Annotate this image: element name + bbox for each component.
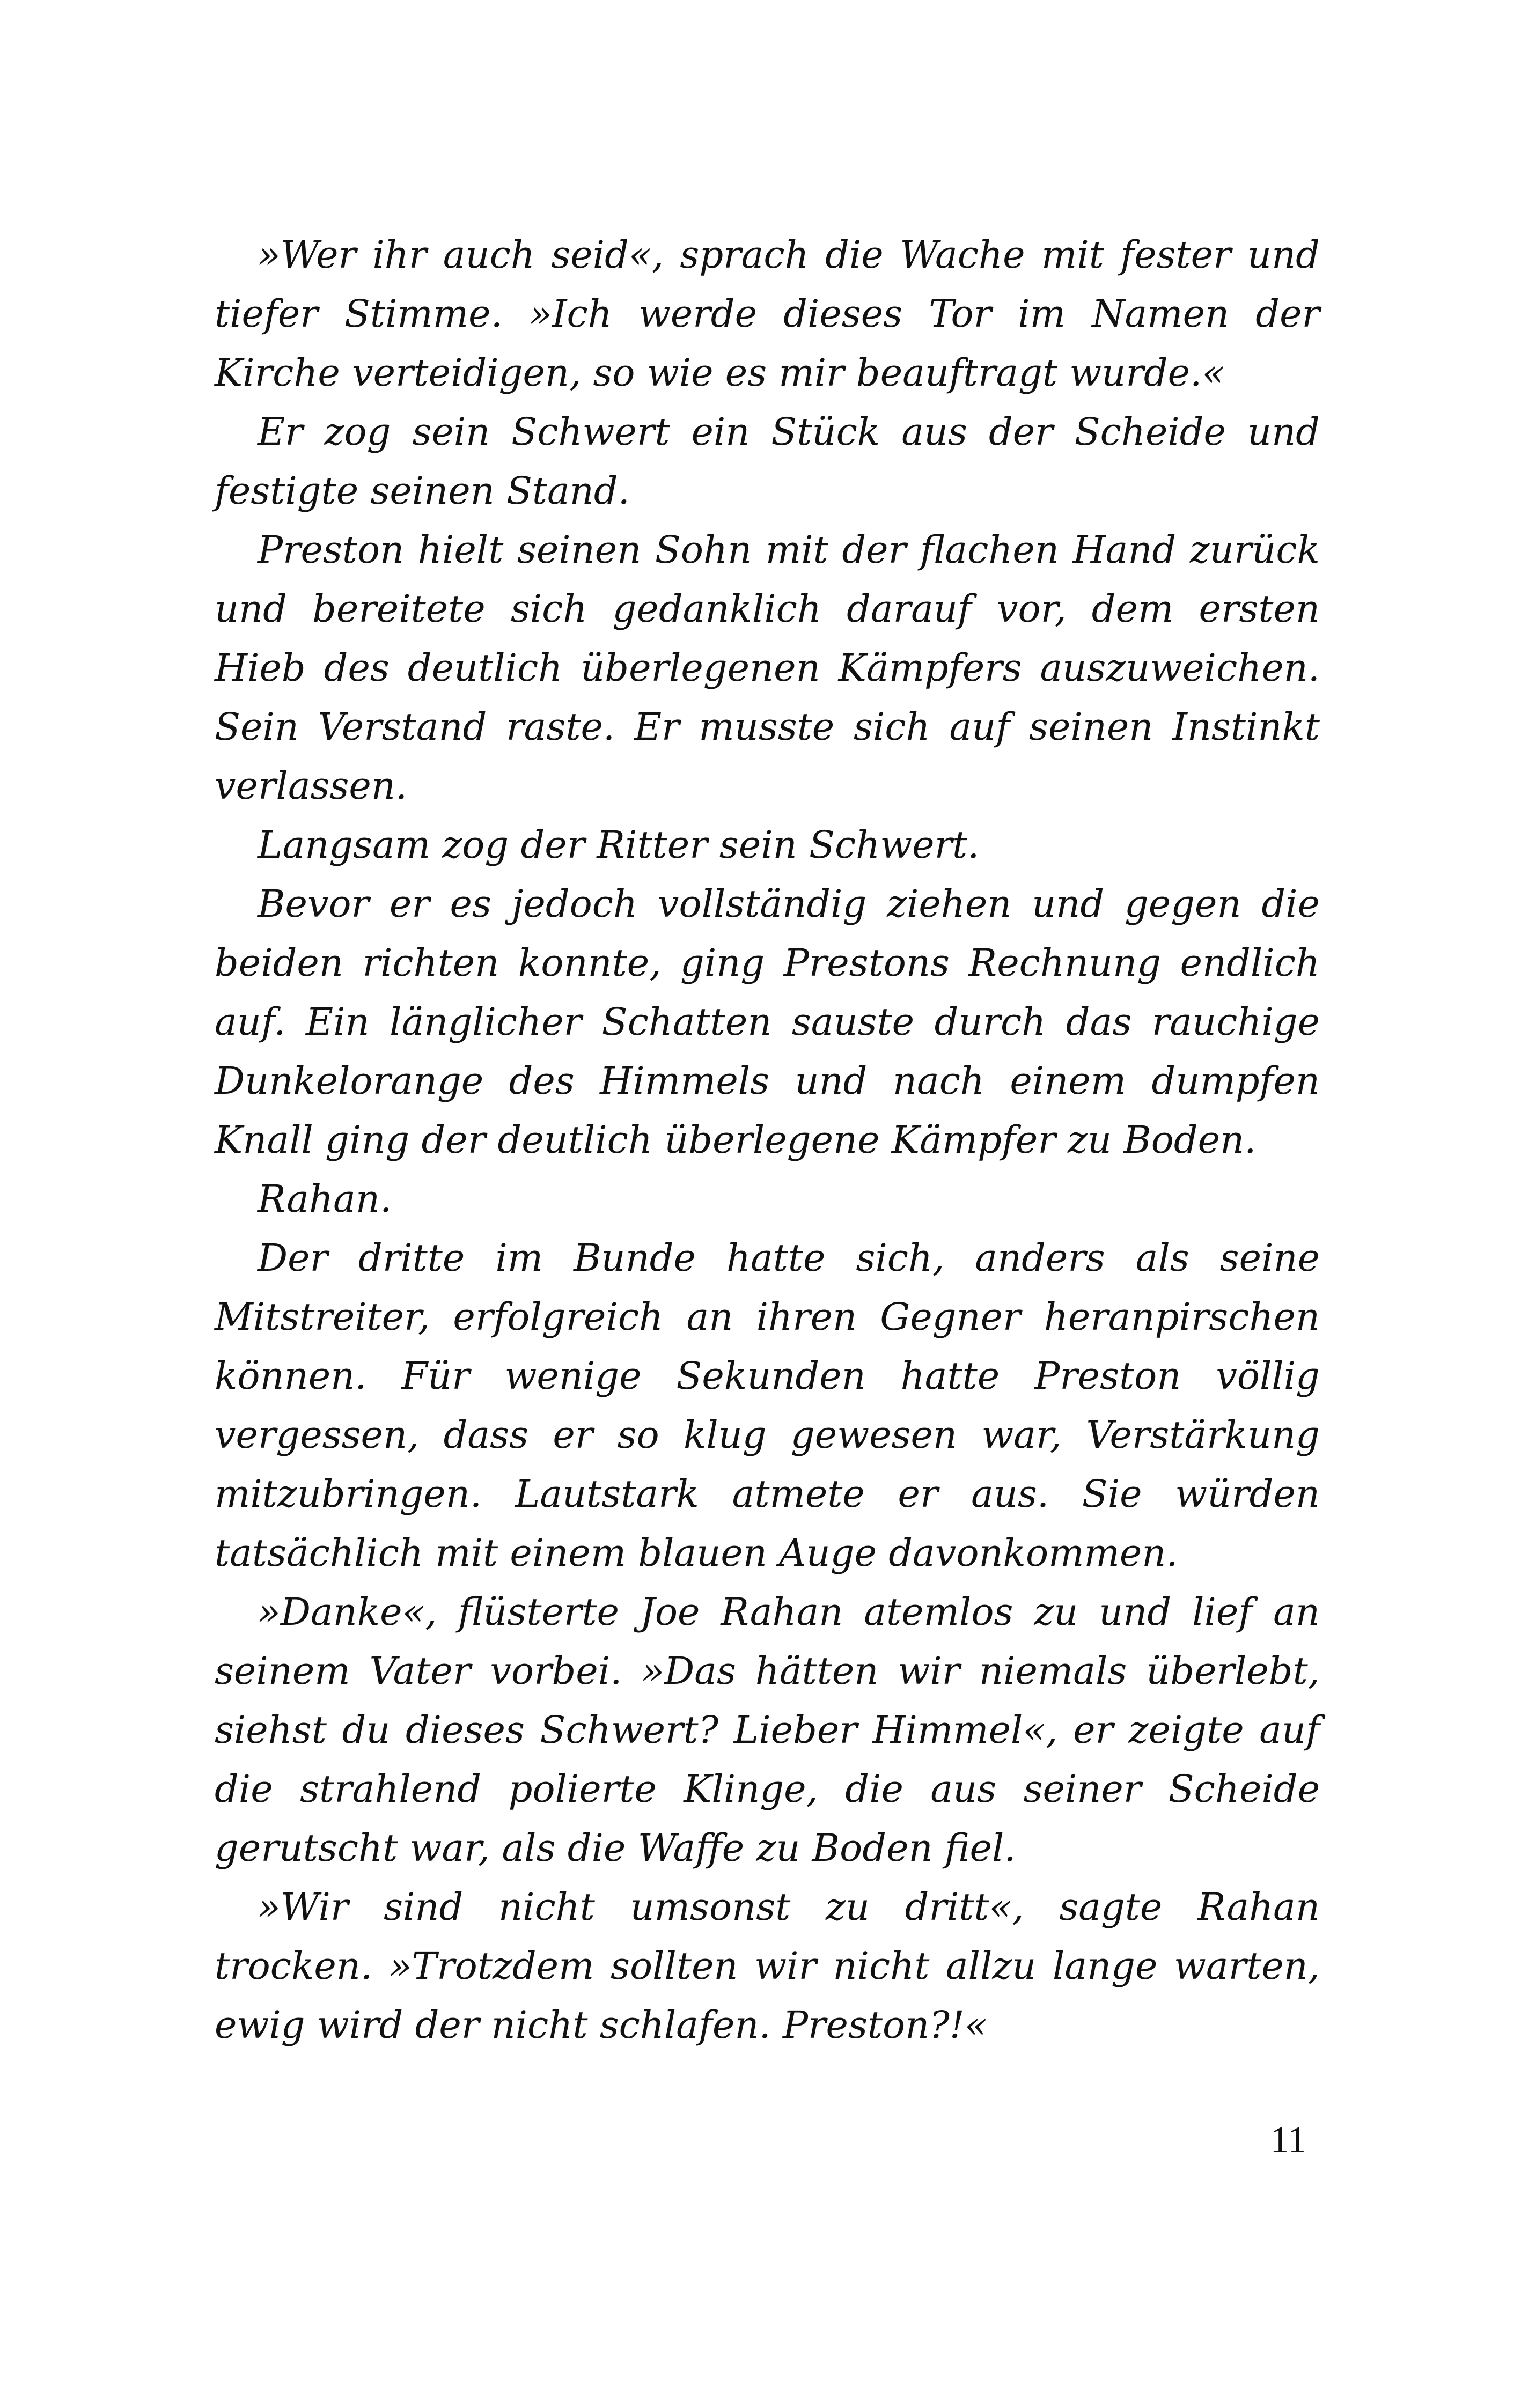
body-text: [215, 225, 1320, 2054]
paragraph: »Wer ihr auch seid«, sprach die Wache mit fester und tiefer Stimme. »Ich werde dieses Tor im Namen der Kirche verteidigen, so wie es mir beauftragt wurde.«: [215, 233, 1320, 395]
paragraph: Preston hielt seinen Sohn mit der flachen Hand zurück und bereitete sich gedanklich darauf vor, dem ersten Hieb des deutlich überlegenen Kämpfers auszuweichen. Sein Verstand raste. Er musste sich auf seinen Instinkt verlassen.: [215, 528, 1320, 808]
paragraph: »Danke«, flüsterte Joe Rahan atemlos zu und lief an seinem Vater vorbei. »Das hätten wir niemals überlebt, siehst du dieses Schwert? Lieber Himmel«, er zeigte auf die strahlend polierte Klinge, die aus seiner Scheide gerutscht war, als die Waffe zu Boden fiel.: [215, 1590, 1320, 1870]
paragraph: Der dritte im Bunde hatte sich, anders als seine Mitstreiter, erfolgreich an ihren Gegner heranpirschen können. Für wenige Sekunden hatte Preston völlig vergessen, dass er so klug gewesen war, Verstärkung mitzubringen. Lautstark atmete er aus. Sie würden tatsächlich mit einem blauen Auge davonkommen.: [215, 1236, 1320, 1575]
paragraph: Rahan.: [258, 1177, 392, 1221]
paragraph: Langsam zog der Ritter sein Schwert.: [258, 823, 980, 867]
page-number: 11: [1270, 2119, 1306, 2161]
paragraph: »Wir sind nicht umsonst zu dritt«, sagte Rahan trocken. »Trotzdem sollten wir nicht allzu lange warten, ewig wird der nicht schlafen. Preston?!«: [215, 1885, 1320, 2047]
paragraph: Er zog sein Schwert ein Stück aus der Scheide und festigte seinen Stand.: [215, 410, 1320, 513]
paragraph: Bevor er es jedoch vollständig ziehen und gegen die beiden richten konnte, ging Prestons Rechnung endlich auf. Ein länglicher Schatten sauste durch das rauchige Dunkelorange des Himmels und nach einem dumpfen Knall ging der deutlich überlegene Kämpfer zu Boden.: [215, 882, 1320, 1162]
